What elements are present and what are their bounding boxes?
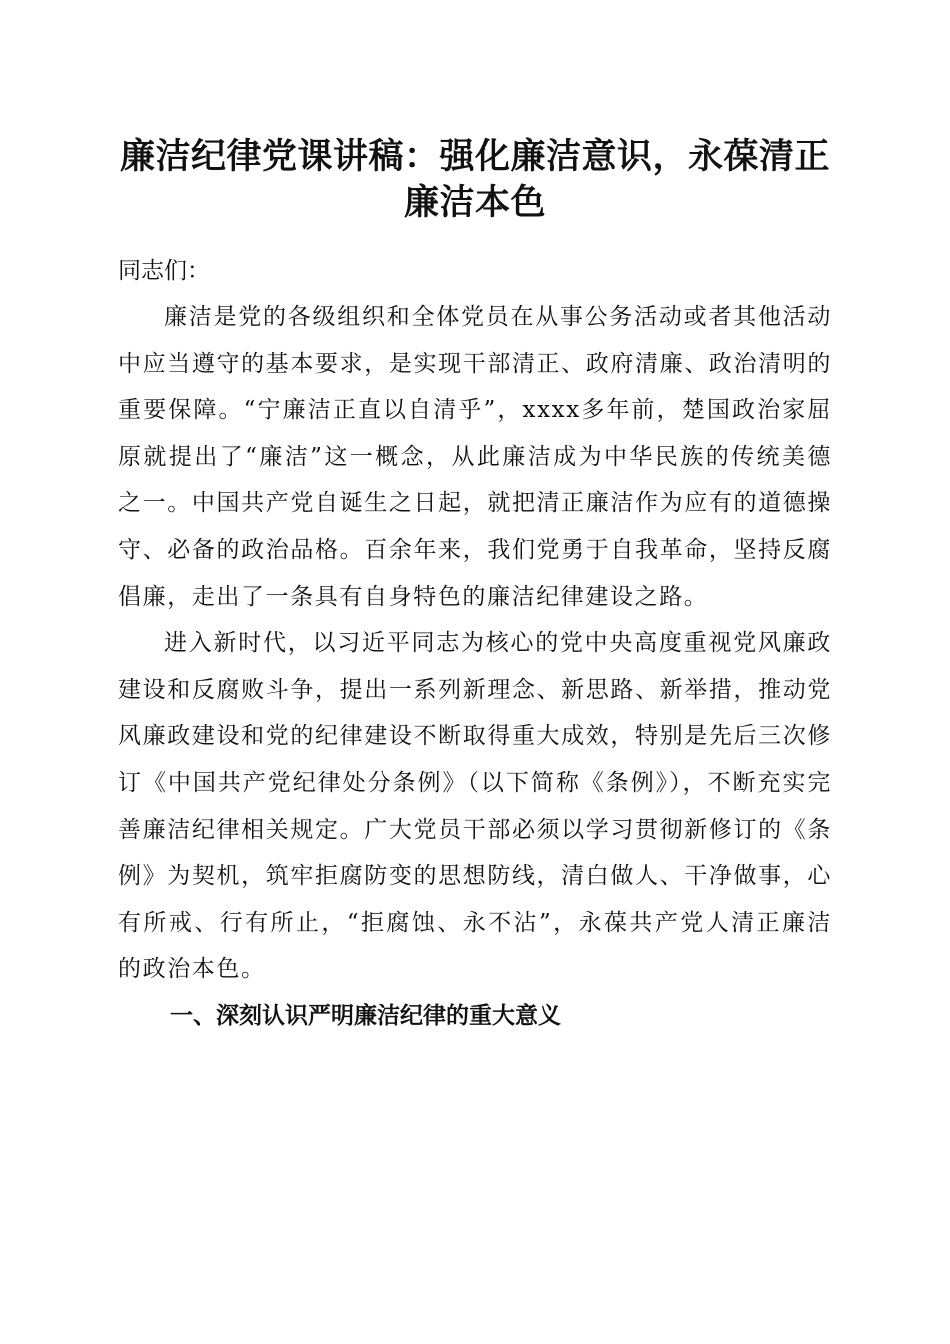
- page-title: [110, 134, 840, 226]
- greeting: 同志们：: [118, 258, 210, 284]
- section-heading-1: 一、深刻认识严明廉洁纪律的重大意义: [170, 1002, 561, 1029]
- title-line-1: 廉洁纪律党课讲稿：强化廉洁意识，永葆清正: [119, 137, 830, 177]
- title-line-2: 廉洁本色: [403, 183, 546, 223]
- paragraph-1: 廉洁是党的各级组织和全体党员在从事公务活动或者其他活动中应当遵守的基本要求，是实现干部清正、政府清廉、政治清明的重要保障。“宁廉洁正直以自清乎”，xxxx多年前，楚国政治家屈原就提出了“廉洁”这一概念，从此廉洁成为中华民族的传统美德之一。中国共产党自诞生之日起，就把清正廉洁作为应有的道德操守、必备的政治品格。百余年来，我们党勇于自我革命，坚持反腐倡廉，走出了一条具有自身特色的廉洁纪律建设之路。: [118, 304, 832, 610]
- paragraph-2: 进入新时代，以习近平同志为核心的党中央高度重视党风廉政建设和反腐败斗争，提出一系列新理念、新思路、新举措，推动党风廉政建设和党的纪律建设不断取得重大成效，特别是先后三次修订《中国共产党纪律处分条例》（以下简称《条例》），不断充实完善廉洁纪律相关规定。广大党员干部必须以学习贯彻新修订的《条例》为契机，筑牢拒腐防变的思想防线，清白做人、干净做事，心有所戒、行有所止，“拒腐蚀、永不沾”，永葆共产党人清正廉洁的政治本色。: [118, 630, 832, 983]
- document-body: [118, 248, 832, 1039]
